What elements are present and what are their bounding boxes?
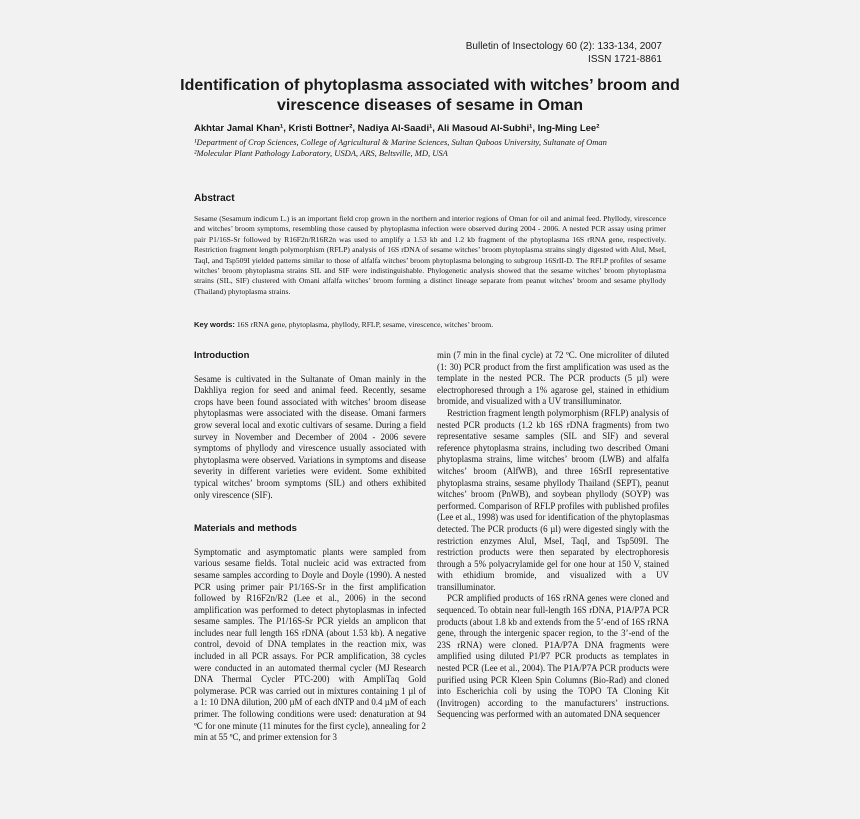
author-list: Akhtar Jamal Khan¹, Kristi Bottner², Nadiya Al-Saadi¹, Ali Masoud Al-Subhi¹, Ing-Ming Lee² [194,123,600,134]
affiliation-2: ²Molecular Plant Pathology Laboratory, USDA, ARS, Beltsville, MD, USA [194,148,448,158]
cloning-paragraph: PCR amplified products of 16S rRNA genes were cloned and sequenced. To obtain near full-length 16S rDNA, P1A/P7A PCR products (about 1.8 kb and extends from the 5’-end of 16S rRNA gene, through the intergenic spacer region, to the 3’-end of the 23S rRNA) were cloned. P1A/P7A DNA fragments were amplified using diluted P1/P7 PCR products as templates in nested PCR (Lee et al., 2004). The P1A/P7A PCR products were purified using PCR Kleen Spin Columns (Bio-Rad) and cloned into Escherichia coli by using the TOPO TA Cloning Kit (Invitrogen) according to the manufacturers’ instructions. Sequencing was performed with an automated DNA sequencer [437,593,669,720]
keywords [194,320,666,330]
introduction-text: Sesame is cultivated in the Sultanate of Oman mainly in the Dakhliya region for seed and animal feed. Recently, sesame crops have been found associated with witches’ broom disease phytoplasmas were associated with the disease. Omani farmers grow several local and exotic cultivars of sesame. During a field survey in November and December of 2004 - 2006 severe symptoms of phyllody and virescence usually associated with phytoplasma were observed. Variations in symptoms and disease severity in different varieties were evident. Some exhibited typical witches’ broom symptoms (SIL) and others exhibited only virescence (SIF). [194,373,426,500]
keywords-text: 16S rRNA gene, phytoplasma, phyllody, RFLP, sesame, virescence, witches’ broom. [236,320,494,329]
right-column [437,350,669,721]
rflp-paragraph: Restriction fragment length polymorphism (RFLP) analysis of nested PCR products (1.2 kb 16S rDNA fragments) from two representative sesame samples (SIL and SIF) and several reference phytoplasma strains, including two described Omani phytoplasma strains, lime witches’ broom (LWB) and alfalfa witches’ broom (AlfWB), and three 16SrII representative phytoplasma strains, sesame phyllody Thailand (SEPT), peanut witches’ broom (PnWB), and soybean phyllody (SOYP) was performed. Comparison of RFLP profiles with published profiles (Lee et al., 1998) was used for identification of the phytoplasmas detected. The PCR products (6 µl) were digested singly with the restriction enzymes AluI, MseI, TaqI, and Tsp509I. The restriction products were then separated by electrophoresis through a 5% polyacrylamide gel for one hour at 150 V, stained with ethidium bromide, and visualized with a UV transilluminator. [437,407,669,592]
journal-issn: ISSN 1721-8861 [588,54,662,65]
journal-citation: Bulletin of Insectology 60 (2): 133-134, 2007 [465,41,662,52]
methods-heading: Materials and methods [194,523,297,535]
journal-header [466,40,662,66]
methods-text: Symptomatic and asymptomatic plants were sampled from various sesame fields. Total nucleic acid was extracted from sesame samples according to Doyle and Doyle (1990). A nested PCR using primer pair P1/16S-Sr in the first amplification followed by R16F2n/R2 (Lee et al., 2006) in the second amplification was performed to detect phytoplasmas in infected sesame samples. The P1/16S-Sr PCR yields an amplicon that includes near full length 16S rDNA (about 1.53 kb). A negative control, devoid of DNA templates in the reaction mix, was included in all PCR assays. For PCR amplification, 38 cycles were conducted in an automated thermal cycler (MJ Research DNA Thermal Cycler PTC-200) with AmpliTaq Gold polymerase. PCR was carried out in mixtures containing 1 µl of a 1: 10 DNA dilution, 200 µM of each dNTP and 0.4 µM of each primer. The following conditions were used: denaturation at 94 ºC for one minute (11 minutes for the first cycle), annealing for 2 min at 55 ºC, and primer extension for 3 [194,546,426,743]
paper-title: Identification of phytoplasma associated with witches’ broom and virescence diseases of sesame in Oman [180,77,680,114]
left-column [194,350,426,744]
methods-text-continued: min (7 min in the final cycle) at 72 ºC. One microliter of diluted (1: 30) PCR product from the first amplification was used as the template in the nested PCR. The PCR products (5 µl) were electrophoresed through a 1% agarose gel, stained in ethidium bromide, and visualized with a UV transilluminator. [437,350,669,407]
introduction-heading: Introduction [194,350,250,361]
affiliation-1: ¹Department of Crop Sciences, College of Agricultural & Marine Sciences, Sultan Qaboos University, Sultanate of Oman [194,137,607,147]
abstract-heading: Abstract [194,193,235,204]
keywords-label: Key words: [194,320,235,329]
abstract-text: Sesame (Sesamum indicum L.) is an important field crop grown in the northern and interior regions of Oman for oil and animal feed. Phyllody, virescence and witches’ broom symptoms, resembling those caused by phytoplasma infection were observed during 2004 - 2006. A nested PCR assay using primer pair P1/16S-Sr followed by R16F2n/R16R2n was used to amplify a 1.53 kb and 1.2 kb fragment of the phytoplasma 16S rRNA gene, respectively. Restriction fragment length polymorphism (RFLP) analysis of 16S rDNA of sesame witches’ broom phytoplasma strains singly digested with AluI, MseI, TaqI, and Tsp509I yielded patterns similar to those of alfalfa witches’ broom phytoplasma belonging to subgroup 16SrII-D. The RFLP profiles of sesame witches’ broom phytoplasma strains SIL and SIF were indistinguishable. Phylogenetic analysis showed that the sesame witches’ broom phytoplasma strains (SIL, SIF) clustered with Omani alfalfa witches’ broom forming a distinct lineage separate from peanut witches’ broom and sesame phyllody (Thailand) phytoplasma strains. [194,214,666,296]
affiliations [194,137,674,159]
